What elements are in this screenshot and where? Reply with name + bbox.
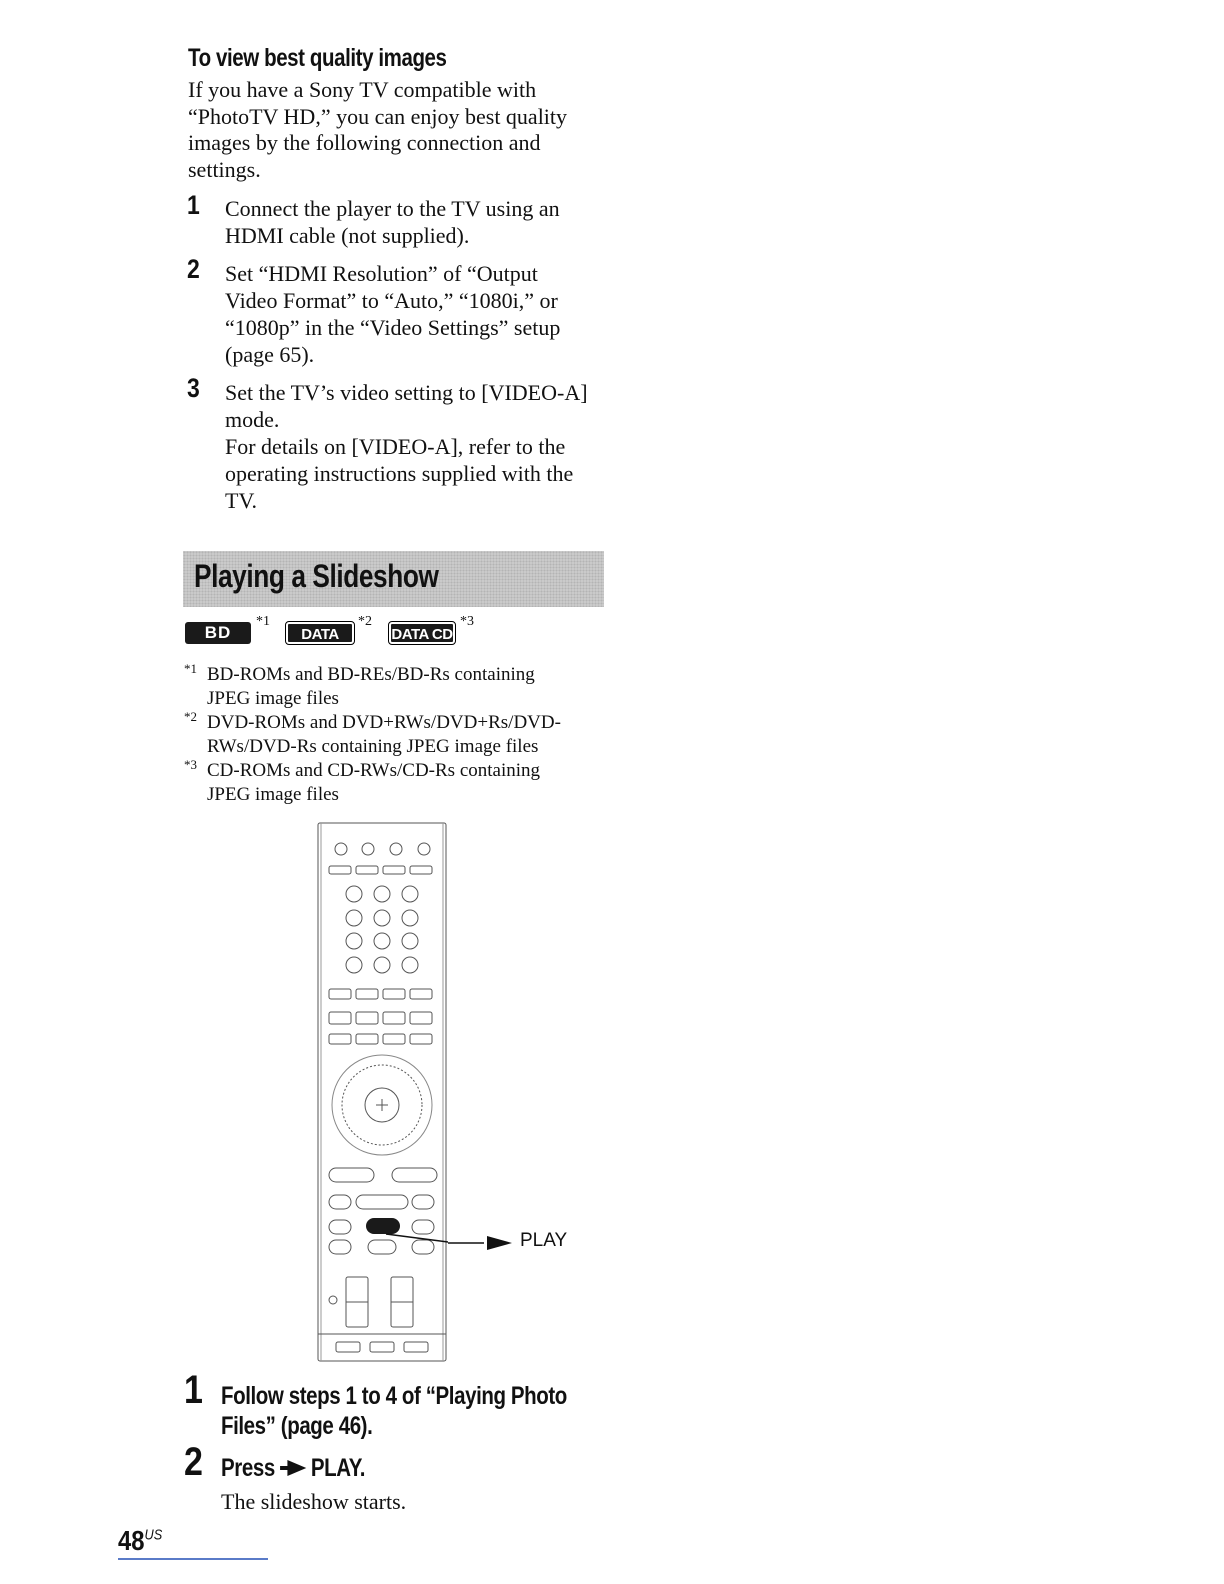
section-heading-slideshow: Playing a Slideshow: [194, 558, 439, 594]
step-text: [225, 260, 560, 368]
play-label: PLAY: [520, 1230, 568, 1251]
step-description: The slideshow starts.: [221, 1489, 407, 1514]
step-line: HDMI cable (not supplied).: [225, 223, 470, 248]
footnote-line: JPEG image files: [207, 784, 339, 805]
step-number: 3: [187, 373, 200, 403]
intro-paragraph: [188, 77, 567, 183]
step-line: (page 65).: [225, 342, 315, 367]
footnote-mark: *3: [184, 757, 197, 772]
footnotes: [184, 663, 561, 807]
footnote-item: [184, 663, 561, 711]
bd-badge: BD: [185, 622, 251, 644]
footnote-mark: *1: [184, 661, 197, 676]
badge-note: *3: [460, 614, 474, 629]
play-button-highlight: [366, 1218, 400, 1234]
step-line: mode.: [225, 407, 280, 432]
footnote-mark: *2: [184, 709, 197, 724]
step-instruction: [221, 1453, 365, 1483]
step-line: Follow steps 1 to 4 of “Playing Photo: [221, 1382, 567, 1410]
footnote-line: RWs/DVD-Rs containing JPEG image files: [207, 736, 539, 757]
badge-note: *1: [256, 614, 270, 629]
step-number: 1: [184, 1368, 203, 1412]
step-number: 1: [187, 190, 200, 220]
step-line: operating instructions supplied with the: [225, 461, 574, 486]
step-press-word: Press: [221, 1454, 275, 1482]
page-number-value: 48: [118, 1525, 145, 1556]
intro-line: images by the following connection and: [188, 130, 541, 155]
step-line: Connect the player to the TV using an: [225, 196, 560, 221]
step-line: Video Format” to “Auto,” “1080i,” or: [225, 288, 558, 313]
intro-line: If you have a Sony TV compatible with: [188, 77, 537, 102]
data-cd-badge: DATA CD: [389, 622, 455, 644]
section-heading-best-quality: To view best quality images: [188, 44, 447, 72]
step-line: Files” (page 46).: [221, 1412, 373, 1440]
remote-control-illustration: [316, 822, 448, 1362]
page-rule: [118, 1558, 268, 1560]
footnote-item: [184, 759, 561, 807]
data-dvd-badge: DATA DVD: [286, 622, 354, 644]
step-number: 2: [184, 1440, 203, 1484]
footnote-line: BD-ROMs and BD-REs/BD-Rs containing: [207, 664, 535, 685]
play-triangle-icon: [280, 1459, 308, 1477]
footnote-item: [184, 711, 561, 759]
step-line: For details on [VIDEO-A], refer to the: [225, 434, 566, 459]
step-instruction: [221, 1381, 567, 1441]
step-line: Set “HDMI Resolution” of “Output: [225, 261, 538, 286]
step-line: Set the TV’s video setting to [VIDEO-A]: [225, 380, 588, 405]
intro-line: settings.: [188, 156, 261, 182]
step-text: [225, 379, 588, 514]
badge-note: *2: [358, 614, 372, 629]
step-line: “1080p” in the “Video Settings” setup: [225, 315, 561, 340]
play-triangle-icon: [487, 1236, 512, 1250]
step-play-word: PLAY.: [310, 1454, 366, 1482]
step-text: [225, 195, 560, 249]
footnote-line: JPEG image files: [207, 688, 339, 709]
footnote-line: DVD-ROMs and DVD+RWs/DVD+Rs/DVD-: [207, 712, 561, 733]
page-number-suffix: US: [144, 1526, 163, 1544]
step-number: 2: [187, 254, 200, 284]
intro-line: “PhotoTV HD,” you can enjoy best quality: [188, 103, 568, 129]
play-callout: [448, 1230, 567, 1252]
footnote-line: CD-ROMs and CD-RWs/CD-Rs containing: [207, 760, 541, 781]
step-line: TV.: [225, 488, 257, 513]
page-number: [118, 1525, 162, 1557]
